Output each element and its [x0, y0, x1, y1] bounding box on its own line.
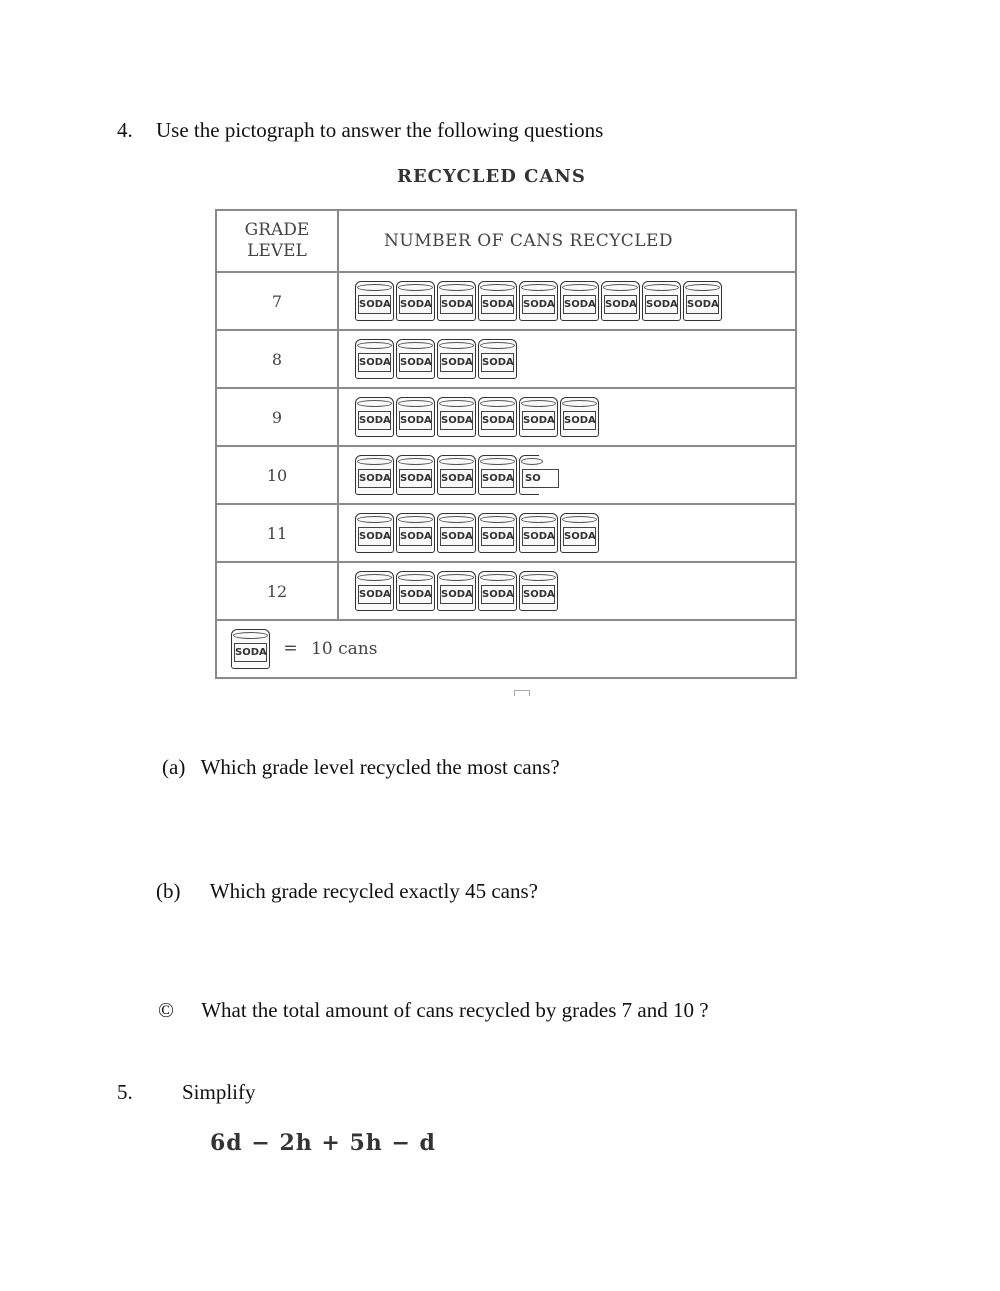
question-label: (b) — [156, 879, 181, 903]
can-label: SODA — [358, 469, 391, 488]
table-row — [216, 562, 796, 620]
question-4c — [158, 998, 709, 1023]
can-label: SODA — [481, 411, 514, 430]
can-label: SODA — [440, 527, 473, 546]
soda-can-icon — [437, 455, 476, 495]
soda-can-icon — [437, 571, 476, 611]
grade-cell: 11 — [216, 504, 338, 562]
can-label: SODA — [481, 353, 514, 372]
soda-can-icon — [396, 455, 435, 495]
soda-can-icon — [437, 397, 476, 437]
question-5 — [117, 1080, 256, 1105]
can-label: SODA — [563, 411, 596, 430]
can-label: SODA — [358, 411, 391, 430]
can-label: SODA — [522, 411, 555, 430]
soda-can-icon — [601, 281, 640, 321]
pictograph-table — [215, 209, 797, 679]
soda-can-icon — [519, 571, 558, 611]
soda-can-icon — [478, 339, 517, 379]
table-row — [216, 388, 796, 446]
question-label: (a) — [162, 755, 186, 779]
soda-can-icon — [478, 397, 517, 437]
can-label: SODA — [440, 469, 473, 488]
soda-can-icon — [231, 629, 270, 669]
soda-can-icon — [519, 281, 558, 321]
soda-can-icon — [560, 281, 599, 321]
soda-can-icon — [437, 513, 476, 553]
can-label: SODA — [358, 295, 391, 314]
half-soda-can-icon — [519, 455, 539, 495]
soda-can-icon — [355, 339, 394, 379]
table-row — [216, 330, 796, 388]
can-label: SODA — [563, 527, 596, 546]
can-label: SODA — [440, 353, 473, 372]
grade-cell: 12 — [216, 562, 338, 620]
question-text: Use the pictograph to answer the following questions — [156, 118, 604, 142]
can-label: SODA — [399, 469, 432, 488]
soda-can-icon — [478, 281, 517, 321]
soda-can-icon — [355, 571, 394, 611]
can-label: SO — [522, 469, 559, 488]
grade-level-header — [216, 210, 338, 272]
can-label: SODA — [481, 585, 514, 604]
can-label: SODA — [358, 353, 391, 372]
can-label: SODA — [358, 585, 391, 604]
question-text: Which grade recycled exactly 45 cans? — [209, 879, 538, 903]
can-label: SODA — [522, 527, 555, 546]
soda-can-icon — [519, 513, 558, 553]
soda-can-icon — [478, 455, 517, 495]
cans-cell — [338, 562, 796, 620]
question-text: What the total amount of cans recycled by grades 7 and 10 ? — [201, 998, 709, 1022]
question-text: Which grade level recycled the most cans? — [200, 755, 560, 779]
can-label: SODA — [563, 295, 596, 314]
soda-can-icon — [355, 281, 394, 321]
cans-cell — [338, 330, 796, 388]
cans-cell — [338, 272, 796, 330]
soda-can-icon — [478, 571, 517, 611]
can-label: SODA — [399, 527, 432, 546]
can-label: SODA — [440, 585, 473, 604]
table-row — [216, 272, 796, 330]
can-label: SODA — [481, 469, 514, 488]
can-label: SODA — [481, 527, 514, 546]
scan-mark — [514, 690, 530, 696]
soda-can-icon — [560, 397, 599, 437]
key-row — [216, 620, 796, 678]
soda-can-icon — [355, 455, 394, 495]
soda-can-icon — [437, 339, 476, 379]
can-label: SODA — [440, 295, 473, 314]
pictograph-rows — [216, 272, 796, 678]
soda-can-icon — [560, 513, 599, 553]
can-label: SODA — [358, 527, 391, 546]
can-label: SODA — [522, 585, 555, 604]
soda-can-icon — [396, 339, 435, 379]
can-label: SODA — [522, 295, 555, 314]
question-label: © — [158, 998, 174, 1022]
can-label: SODA — [686, 295, 719, 314]
cans-cell — [338, 388, 796, 446]
grade-cell: 10 — [216, 446, 338, 504]
soda-can-icon — [519, 397, 558, 437]
soda-can-icon — [396, 513, 435, 553]
soda-can-icon — [396, 397, 435, 437]
table-row — [216, 446, 796, 504]
soda-can-icon — [396, 571, 435, 611]
soda-can-icon — [642, 281, 681, 321]
can-label: SODA — [481, 295, 514, 314]
question-text: Simplify — [182, 1080, 256, 1104]
grade-level-header-text: GRADE LEVEL — [244, 220, 310, 261]
can-label: SODA — [440, 411, 473, 430]
soda-can-icon — [478, 513, 517, 553]
cans-cell — [338, 504, 796, 562]
table-row — [216, 504, 796, 562]
chart-title: RECYCLED CANS — [397, 166, 586, 187]
cans-cell — [338, 446, 796, 504]
grade-cell: 9 — [216, 388, 338, 446]
question-4 — [117, 118, 603, 143]
question-4b — [156, 879, 538, 904]
question-number: 5. — [117, 1080, 133, 1104]
cans-recycled-header: NUMBER OF CANS RECYCLED — [338, 210, 796, 272]
soda-can-icon — [355, 397, 394, 437]
table-header-row — [216, 210, 796, 272]
grade-cell: 8 — [216, 330, 338, 388]
key-text: 10 cans — [311, 638, 378, 659]
can-label: SODA — [645, 295, 678, 314]
can-label: SODA — [399, 411, 432, 430]
soda-can-icon — [437, 281, 476, 321]
can-label: SODA — [399, 295, 432, 314]
key-equals: = — [283, 638, 298, 659]
soda-can-icon — [683, 281, 722, 321]
soda-can-icon — [396, 281, 435, 321]
soda-can-icon — [355, 513, 394, 553]
can-label: SODA — [399, 353, 432, 372]
can-label: SODA — [604, 295, 637, 314]
can-label: SODA — [234, 643, 267, 662]
question-4a — [162, 755, 560, 780]
key-cell — [216, 620, 796, 678]
grade-cell: 7 — [216, 272, 338, 330]
expression: 6d − 2h + 5h − d — [210, 1130, 436, 1156]
question-number: 4. — [117, 118, 133, 142]
can-label: SODA — [399, 585, 432, 604]
